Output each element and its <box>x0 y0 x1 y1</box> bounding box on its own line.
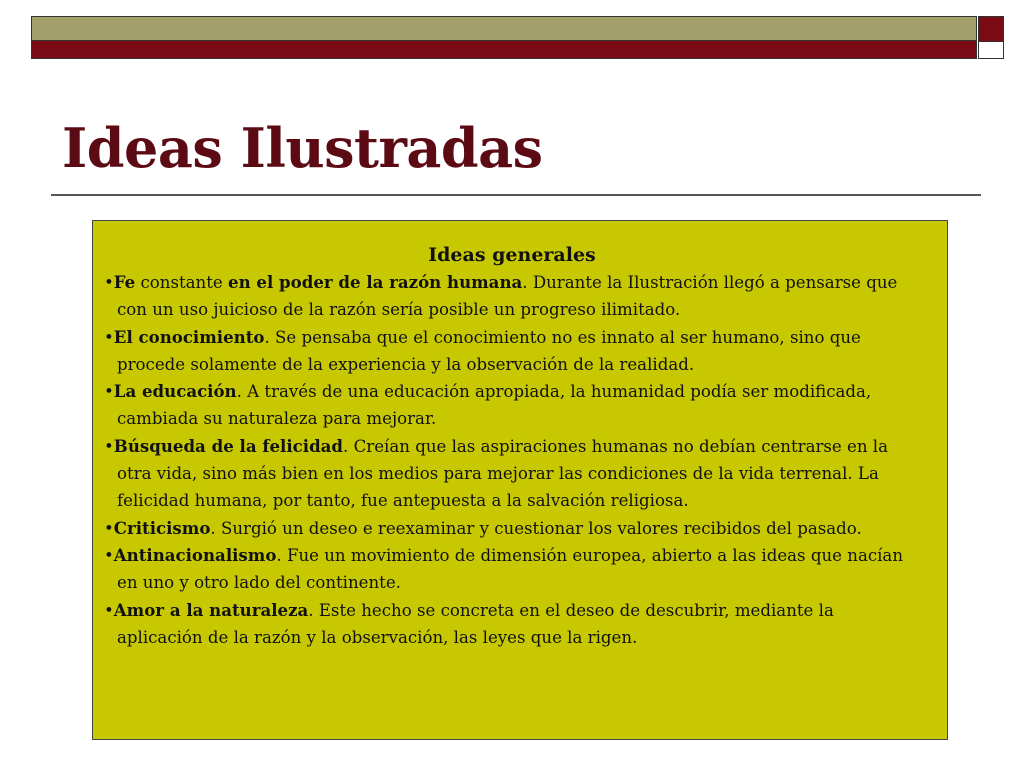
list-item <box>103 269 921 324</box>
header-maroon-stripe <box>32 41 976 58</box>
header-decor-bar <box>31 16 977 59</box>
item-keyword: El conocimiento <box>113 326 265 347</box>
bullet: • <box>104 273 114 292</box>
item-keyword: Criticismo <box>113 517 211 538</box>
item-keyword: La educación <box>113 381 237 402</box>
list-item <box>103 597 921 652</box>
item-keyword: Búsqueda de la felicidad <box>113 435 344 456</box>
bullet: • <box>104 518 114 538</box>
item-keyword: Fe <box>113 272 136 292</box>
item-text: . Durante la Ilustración llegó a pensarse que con un uso juicioso de la razón sería posible un progreso ilimitado. <box>117 273 898 320</box>
corner-white-square <box>978 41 1004 59</box>
item-text: . Fue un movimiento de dimensión europea, abierto a las ideas que nacían en uno y otro lado del continente. <box>117 545 904 593</box>
ideas-list <box>103 269 921 651</box>
bullet: • <box>104 327 114 347</box>
content-box <box>92 220 948 740</box>
list-item <box>103 324 921 379</box>
item-text: . Surgió un deseo e reexaminar y cuestionar los valores recibidos del pasado. <box>210 518 862 538</box>
item-text: constante <box>135 273 229 292</box>
item-text: . Este hecho se concreta en el deseo de descubrir, mediante la aplicación de la razón y la observación, las leyes que la rigen. <box>117 600 834 647</box>
list-item <box>103 542 921 597</box>
bullet: • <box>104 545 114 565</box>
item-keyword: Amor a la naturaleza <box>113 599 309 620</box>
item-text: . A través de una educación apropiada, la humanidad podía ser modificada, cambiada su naturaleza para mejorar. <box>117 382 872 429</box>
bullet: • <box>104 382 114 402</box>
slide-title: Ideas Ilustradas <box>62 116 543 180</box>
title-divider <box>51 194 981 196</box>
bullet: • <box>104 436 114 456</box>
item-keyword-2: en el poder de la razón humana <box>228 272 523 292</box>
box-heading: Ideas generales <box>428 244 596 266</box>
list-item <box>103 433 921 515</box>
corner-maroon-square <box>978 16 1004 42</box>
item-text: . Se pensaba que el conocimiento no es innato al ser humano, sino que procede solamente de la experiencia y la observación de la realidad. <box>117 327 861 374</box>
item-text: . Creían que las aspiraciones humanas no debían centrarse en la otra vida, sino más bien en los medios para mejorar las condiciones de la vida terrenal. La felicidad humana, por tanto, fue antepuesta a la salvación religiosa. <box>117 436 889 511</box>
list-item <box>103 515 921 542</box>
item-keyword: Antinacionalismo <box>113 544 277 565</box>
header-olive-stripe <box>32 17 976 41</box>
bullet: • <box>104 600 114 620</box>
list-item <box>103 378 921 433</box>
